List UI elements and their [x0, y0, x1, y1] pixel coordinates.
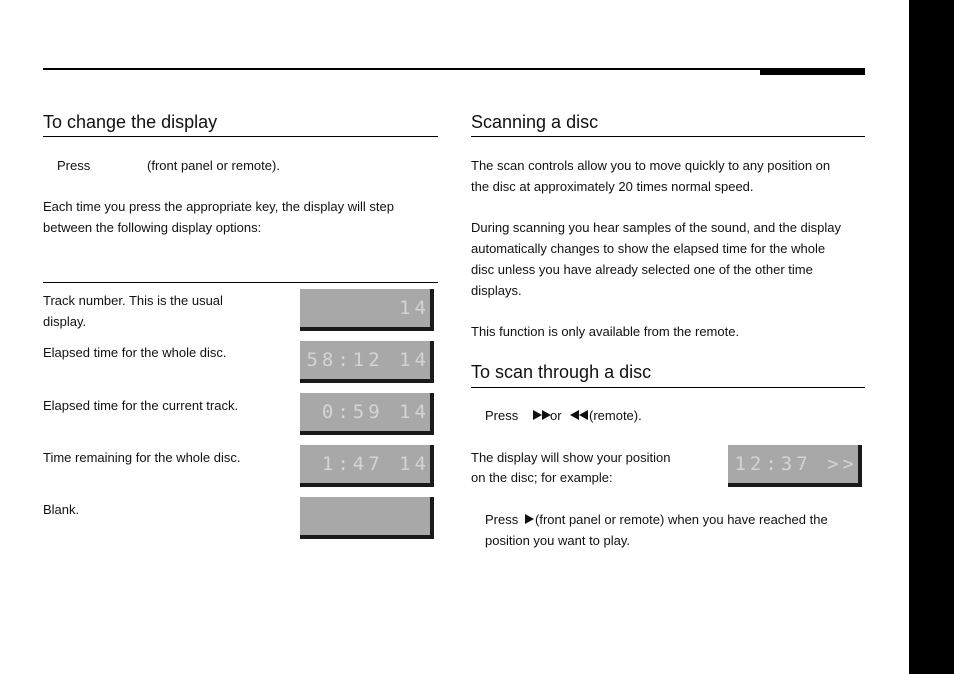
scan-para-line: During scanning you hear samples of the sound, and the display — [471, 220, 842, 235]
rewind-icon — [570, 410, 588, 420]
final-line-2: position you want to play. — [485, 533, 631, 548]
option-text: Elapsed time for the whole disc. — [43, 345, 227, 360]
option-text: display. — [43, 314, 87, 329]
final-line-1: (front panel or remote) when you have reached the — [535, 512, 828, 527]
play-icon — [525, 514, 534, 524]
scan-para-line: disc unless you have already selected one of the other time — [471, 262, 813, 277]
scan-para-line: automatically changes to show the elapsed time for the whole — [471, 241, 826, 256]
intro-line-2: between the following display options: — [43, 220, 262, 235]
lcd-display: 14 — [300, 289, 434, 331]
display-example-line: The display will show your position — [471, 450, 671, 465]
scan-para-line: The scan controls allow you to move quickly to any position on — [471, 158, 831, 173]
heading-rule — [471, 387, 865, 388]
scan-para-line: displays. — [471, 283, 522, 298]
display-example-line: on the disc; for example: — [471, 470, 613, 485]
heading-scanning: Scanning a disc — [471, 112, 599, 132]
heading-rule — [43, 136, 438, 137]
scan-press-word: Press — [485, 408, 519, 423]
final-press-word: Press — [485, 512, 519, 527]
fast-forward-icon — [533, 410, 551, 420]
heading-change-display: To change the display — [43, 112, 218, 132]
page-edge-bar — [909, 0, 954, 674]
lcd-display-blank — [300, 497, 434, 539]
scan-or: or — [550, 408, 562, 423]
remote-only-note: This function is only available from the remote. — [471, 324, 740, 339]
option-text: Blank. — [43, 502, 80, 517]
scan-para-line: the disc at approximately 20 times normal speed. — [471, 179, 754, 194]
option-text: Time remaining for the whole disc. — [43, 450, 241, 465]
intro-line-1: Each time you press the appropriate key, the display will step — [43, 199, 394, 214]
lcd-display: 1:47 14 — [300, 445, 434, 487]
top-rule — [43, 68, 865, 70]
option-text: Elapsed time for the current track. — [43, 398, 239, 413]
heading-rule — [471, 136, 865, 137]
press-word: Press — [57, 158, 91, 173]
press-suffix: (front panel or remote). — [147, 158, 280, 173]
options-rule — [43, 282, 438, 283]
lcd-display: 0:59 14 — [300, 393, 434, 435]
scan-remote: (remote). — [589, 408, 642, 423]
heading-scan-through: To scan through a disc — [471, 362, 652, 382]
lcd-display: 58:12 14 — [300, 341, 434, 383]
top-tab — [760, 68, 865, 75]
lcd-display-example: 12:37 >> — [728, 445, 862, 487]
option-text: Track number. This is the usual — [43, 293, 223, 308]
